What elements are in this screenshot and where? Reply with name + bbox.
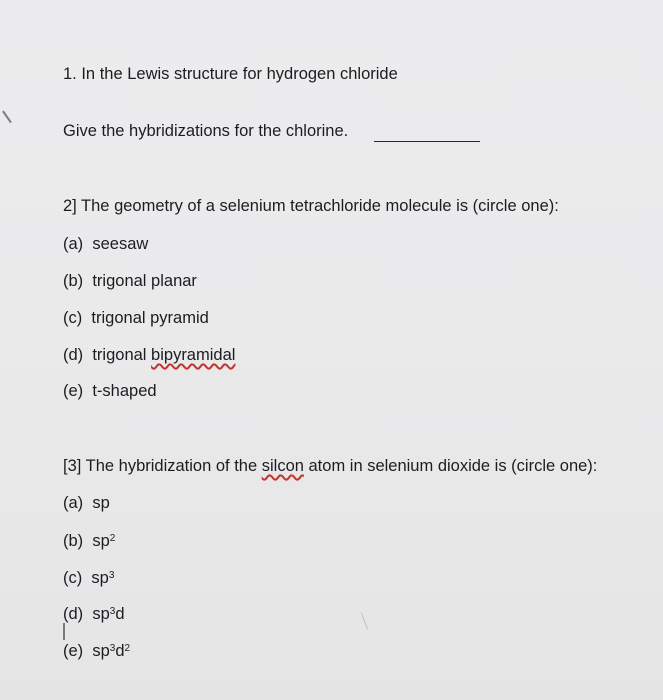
spellcheck-flagged-word: silcon [261,457,304,475]
option-text: trigonal pyramid [91,309,209,327]
q1-prompt: Give the hybridizations for the chlorine. [63,122,349,140]
superscript: 2 [124,643,131,654]
q1-answer-blank[interactable] [374,141,480,142]
option-letter: (a) [63,494,84,512]
q3-option-b[interactable] [63,531,115,551]
margin-tick-mark [2,111,11,123]
q3-option-a[interactable] [63,493,110,513]
option-text: sp [91,569,109,587]
q3-question-start: [3] The hybridization of the [63,457,262,475]
q1-title: 1. In the Lewis structure for hydrogen chloride [63,65,398,83]
q3-option-c[interactable] [63,568,114,588]
option-letter: (d) [63,346,84,364]
option-text: seesaw [92,235,149,253]
q3-option-d[interactable] [63,604,125,624]
pen-stroke-mark [63,623,65,640]
q3-question-end: atom in selenium dioxide is (circle one): [303,457,598,475]
option-letter: (a) [63,235,84,253]
option-text-tail: d [115,642,125,660]
superscript: 3 [109,606,116,617]
option-letter: (c) [63,569,83,587]
option-letter: (e) [63,642,84,660]
option-letter: (e) [63,382,84,400]
q2-question: 2] The geometry of a selenium tetrachloride molecule is (circle one): [63,197,559,215]
option-text: sp [92,494,110,512]
option-text: sp [92,532,110,550]
q3-question [63,456,597,476]
option-text: sp [92,605,110,623]
superscript: 3 [109,643,116,654]
option-text: t-shaped [92,382,157,400]
superscript: 3 [108,570,115,581]
option-text: sp [92,642,110,660]
option-text: trigonal [92,346,152,364]
q2-option-e[interactable] [63,381,157,401]
q2-option-b[interactable] [63,271,197,291]
q3-option-e[interactable] [63,641,130,661]
q2-option-a[interactable] [63,234,148,254]
option-text: trigonal planar [92,272,197,290]
option-letter: (b) [63,272,84,290]
q2-option-c[interactable] [63,308,209,328]
option-letter: (d) [63,605,84,623]
spellcheck-flagged-word: bipyramidal [151,346,236,364]
q2-option-d[interactable] [63,345,235,365]
faint-pen-mark [361,612,368,629]
option-letter: (c) [63,309,83,327]
option-text-tail: d [115,605,125,623]
option-letter: (b) [63,532,84,550]
superscript: 2 [109,533,116,544]
